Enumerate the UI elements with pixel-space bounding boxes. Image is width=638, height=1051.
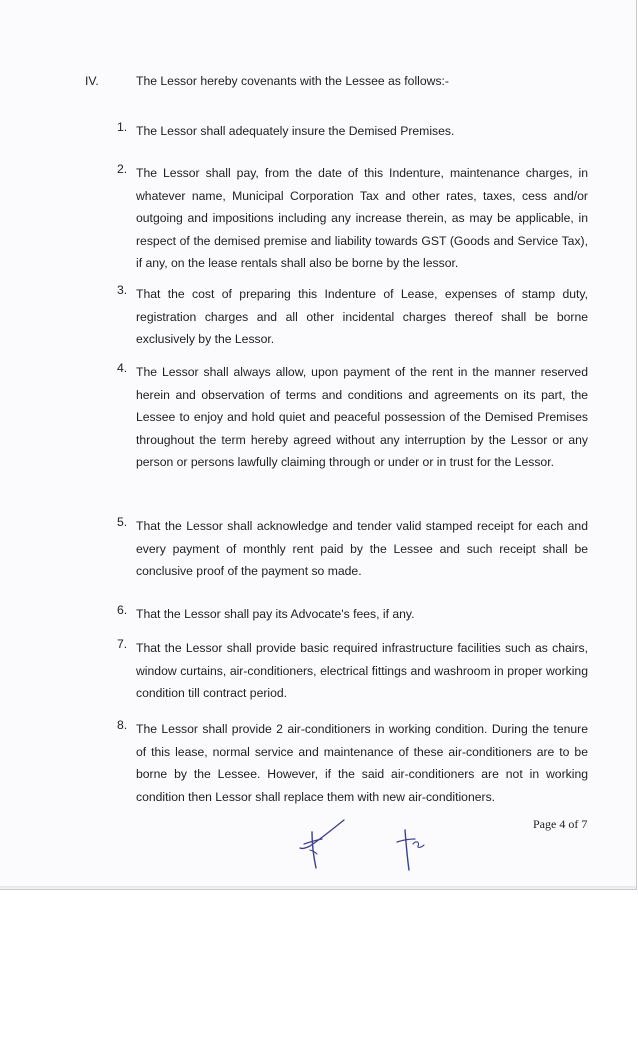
clause-text: The Lessor shall adequately insure the Demised Premises. [136,124,455,138]
clause-text: That the Lessor shall provide basic required infrastructure facilities such as chairs, window curtains, air-conditioners, electrical fittings and washroom in proper working condition till contract period. [136,641,588,701]
clause-text: That the cost of preparing this Indenture of Lease, expenses of stamp duty, registration charges and all other incidental charges thereof shall be borne exclusively by the Lessor. [136,287,588,347]
clause-text: That the Lessor shall acknowledge and tender valid stamped receipt for each and every payment of monthly rent paid by the Lessee and such receipt shall be conclusive proof of the payment so made. [136,519,588,579]
clause-number: 7. [117,637,128,651]
clause-number: 6. [117,603,128,617]
clause-number: 8. [117,718,128,732]
clause-text: The Lessor shall always allow, upon payment of the rent in the manner reserved herein and observation of terms and conditions and agreements on its part, the Lessee to enjoy and hold quiet and peaceful possession of the Demised Premises throughout the term hereby agreed without any interruption by the Lessor or any person or persons lawfully claiming through or under or in trust for the Lessor. [136,365,588,470]
clause-text: The Lessor shall provide 2 air-conditioners in working condition. During the tenure of this lease, normal service and maintenance of these air-conditioners are to be borne by the Lessee. However, if the said air-conditioners are not in working condition then Lessor shall replace them with new air-conditioners. [136,722,588,804]
clause-text: The Lessor shall pay, from the date of this Indenture, maintenance charges, in whatever name, Municipal Corporation Tax and other rates, taxes, cess and/or outgoing and impositions including any increase therein, as may be applicable, in respect of the demised premise and liability towards GST (Goods and Service Tax), if any, on the lease rentals shall also be borne by the lessor. [136,166,588,271]
clause-number: 3. [117,283,128,297]
clause-number: 5. [117,515,128,529]
clause-number: 1. [117,120,128,134]
signature-lessee [393,826,429,874]
signature-lessor [292,818,358,874]
clause-number: 2. [117,162,128,176]
clause-text: That the Lessor shall pay its Advocate's fees, if any. [136,607,415,621]
section-heading: The Lessor hereby covenants with the Lessee as follows:- [136,74,449,88]
clause-number: 4. [117,361,128,375]
section-number: IV. [85,74,99,88]
page-number: Page 4 of 7 [533,817,588,831]
